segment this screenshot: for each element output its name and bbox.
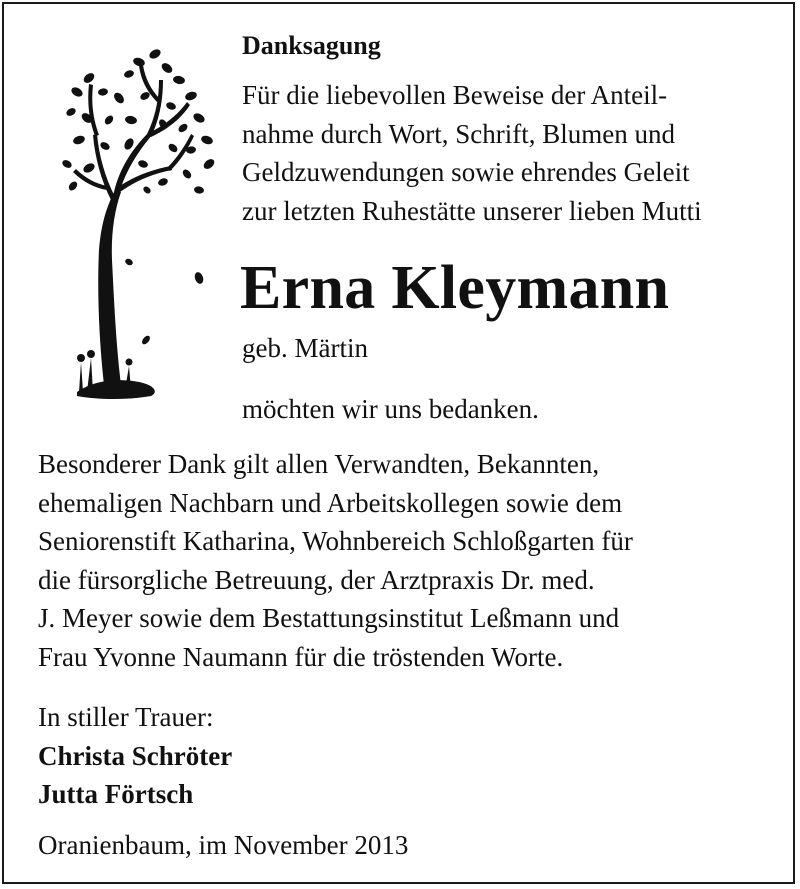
special-thanks-text <box>38 445 633 676</box>
mourner-name: Christa Schröter <box>38 740 233 771</box>
thanks-line: möchten wir uns bedanken. <box>242 394 539 424</box>
special-thanks-line: die fürsorgliche Betreuung, der Arztpraxis Dr. med. <box>38 564 595 595</box>
tree-icon <box>59 40 229 420</box>
heading-danksagung: Danksagung <box>242 31 381 60</box>
mourner-name: Jutta Förtsch <box>38 779 194 809</box>
birth-name: geb. Märtin <box>242 333 368 363</box>
intro-line: zur letzten Ruhestätte unserer lieben Mutti <box>242 195 702 226</box>
obituary-card <box>2 2 795 884</box>
mourners-block <box>38 698 232 814</box>
special-thanks-line: J. Meyer sowie dem Bestattungsinstitut Leßmann und <box>38 603 620 633</box>
place-date: Oranienbaum, im November 2013 <box>38 830 409 860</box>
intro-line: nahme durch Wort, Schrift, Blumen und <box>242 118 676 149</box>
special-thanks-line: ehemaligen Nachbarn und Arbeitskollegen sowie dem <box>38 487 623 518</box>
intro-line: Geldzuwendungen sowie ehrendes Geleit <box>242 157 690 187</box>
special-thanks-line: Besonderer Dank gilt allen Verwandten, Bekannten, <box>38 449 600 479</box>
deceased-name: Erna Kleymann <box>240 254 670 322</box>
special-thanks-line: Seniorenstift Katharina, Wohnbereich Schloßgarten für <box>38 526 633 556</box>
special-thanks-line: Frau Yvonne Naumann für die tröstenden Worte. <box>38 641 564 672</box>
intro-line: Für die liebevollen Beweise der Anteil- <box>242 80 668 110</box>
intro-text <box>242 76 702 230</box>
mourning-label: In stiller Trauer: <box>38 702 214 732</box>
